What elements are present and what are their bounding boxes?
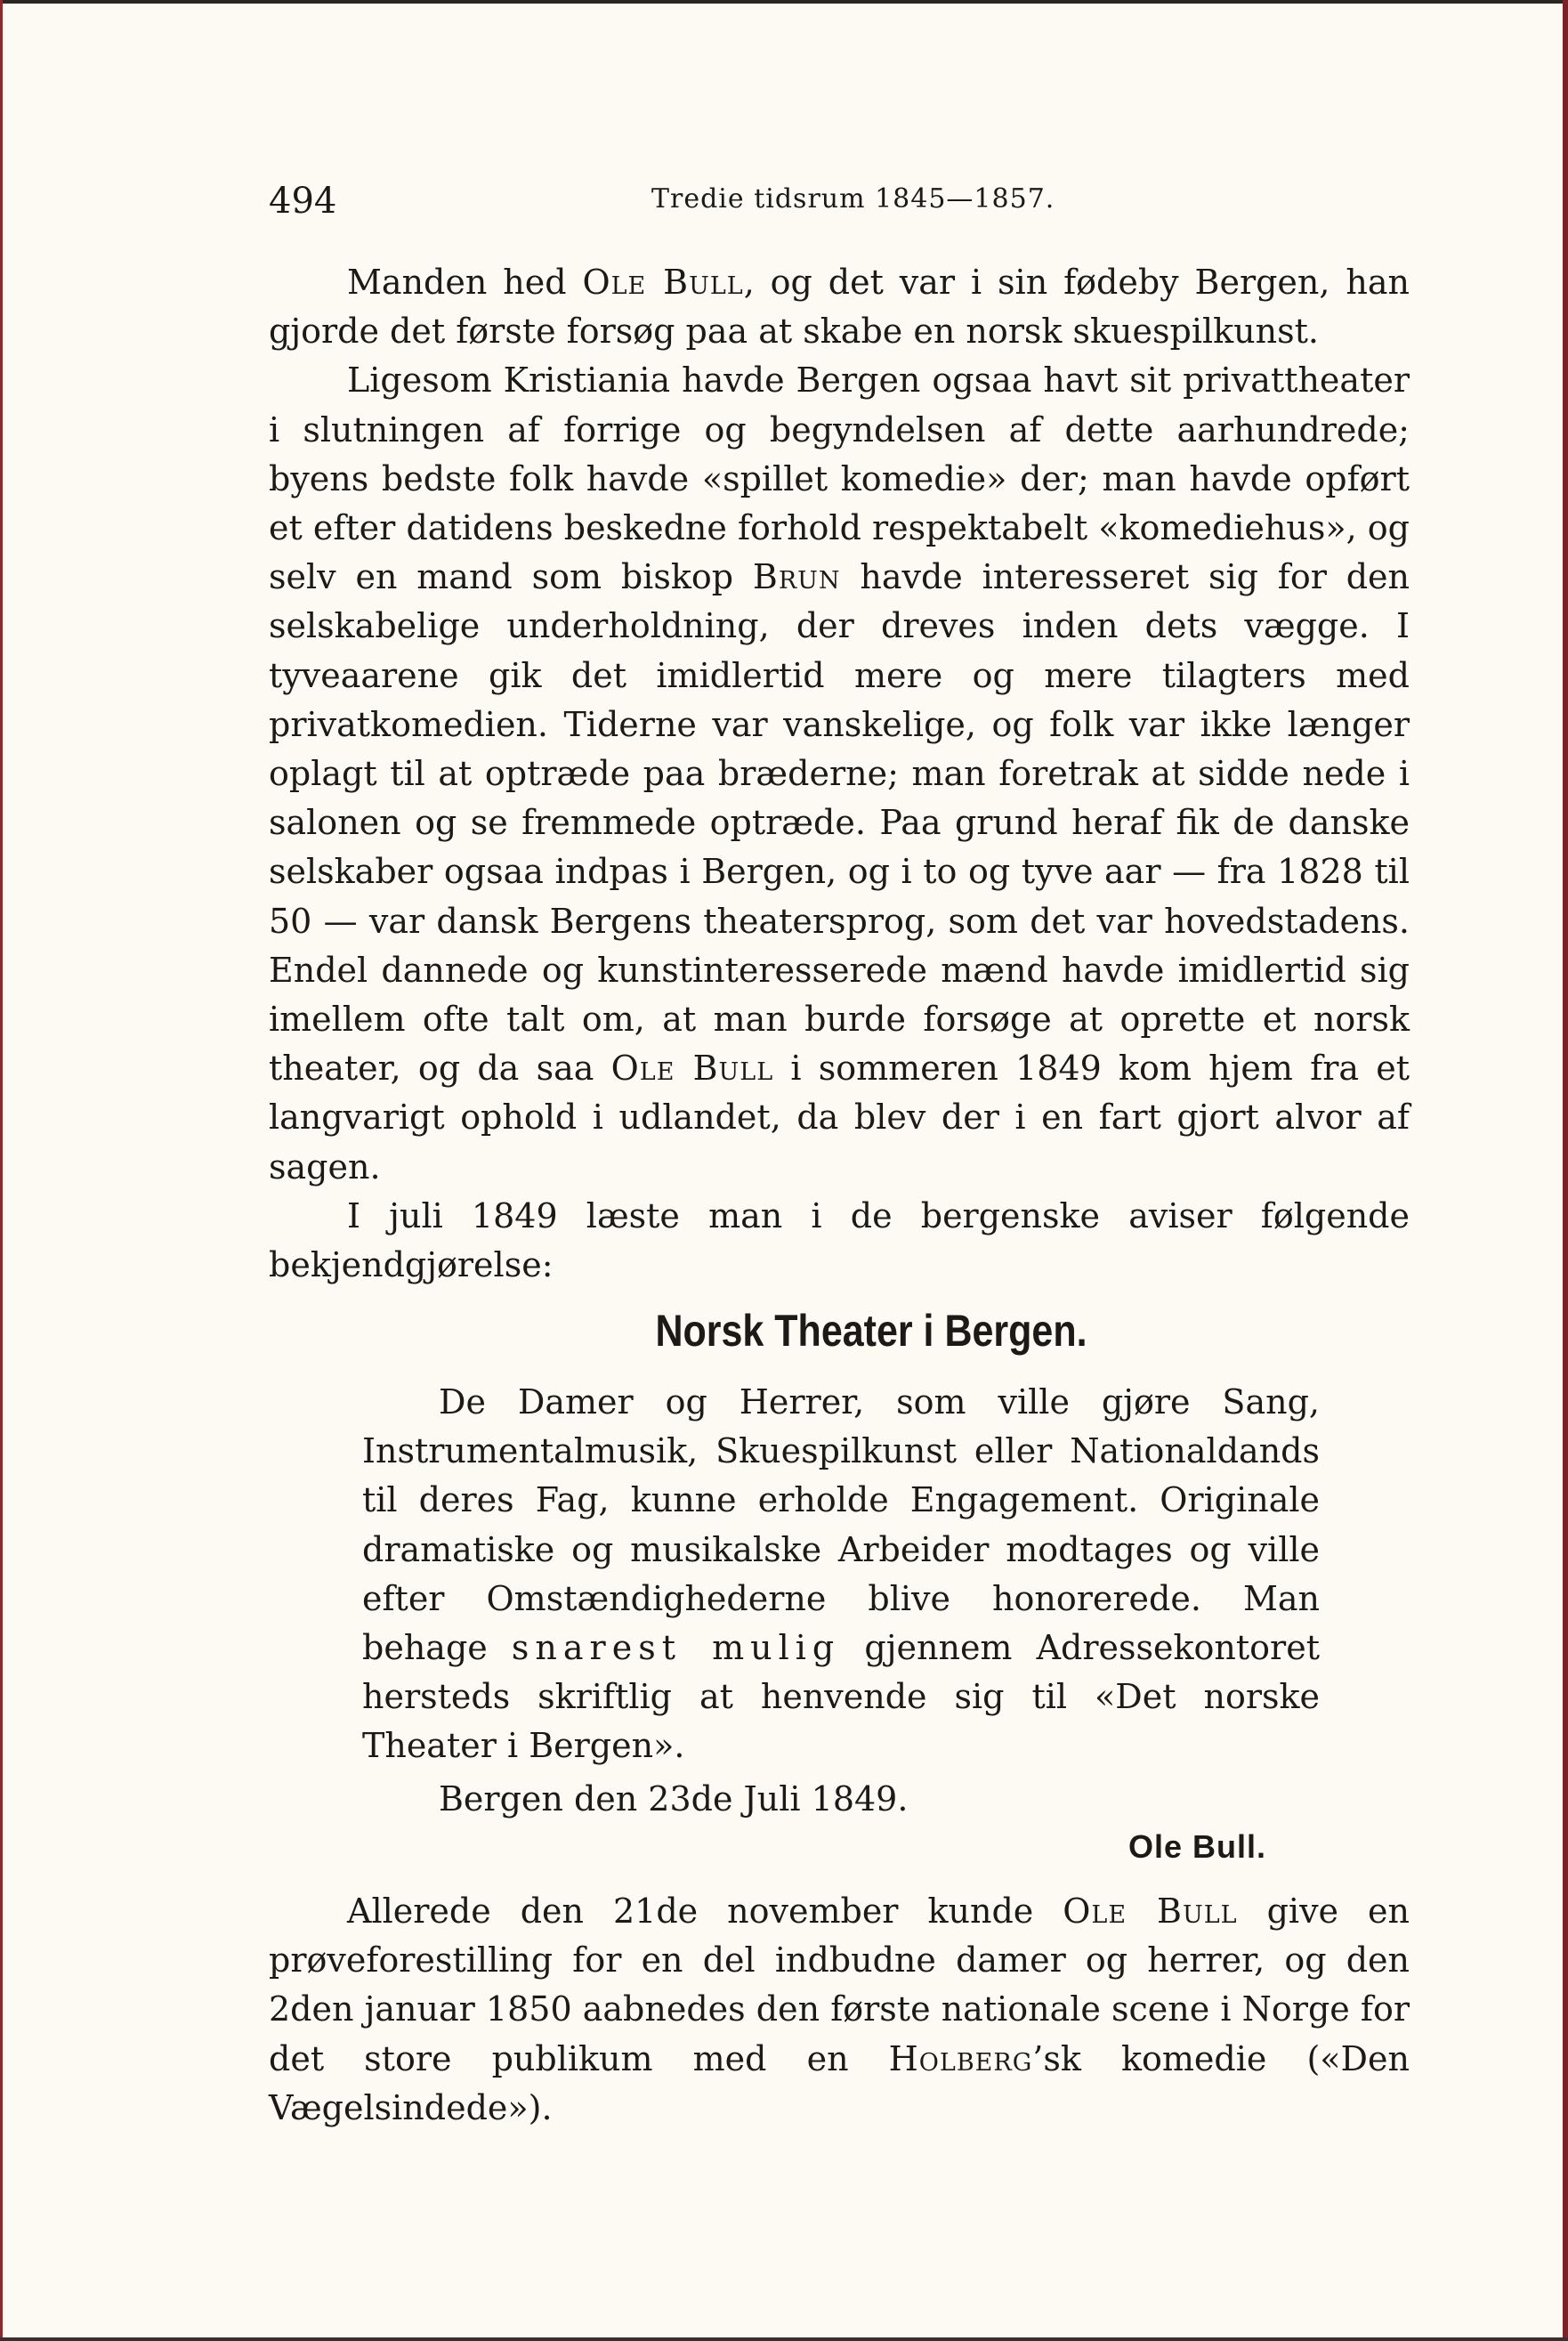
paragraph-3 — [269, 1192, 1410, 1290]
person-name-ole-bull: Ole Bull — [610, 1049, 774, 1089]
notice-title: Norsk Theater i Bergen. — [655, 1306, 1087, 1356]
paragraph-2 — [269, 356, 1410, 1191]
page-edge-top — [0, 0, 1568, 4]
notice-signature: Ole Bull. — [1128, 1827, 1266, 1865]
notice-body — [362, 1378, 1320, 1771]
page-number: 494 — [269, 181, 337, 222]
paragraph-2-text-a: Ligesom Kristiania havde Bergen ogsaa havt sit privattheater i slutningen af forrige og begyndelsen af dette aarhundrede; byens bedste folk havde «spillet komedie» der; man havde opført et efter datidens beskedne forhold respektabelt «komediehus», og selv en mand som biskop — [269, 360, 1410, 597]
paragraph-3-text: I juli 1849 læste man i de bergenske aviser følgende bekjendgjørelse: — [269, 1195, 1410, 1285]
paragraph-1-text-a: Manden hed — [347, 263, 583, 302]
page-edge-left — [0, 0, 3, 2341]
person-name-brun: Brun — [752, 557, 841, 597]
running-title: Tredie tidsrum 1845—1857. — [651, 183, 1055, 215]
person-name-ole-bull: Ole Bull — [1063, 1891, 1238, 1931]
closing-text — [269, 1887, 1410, 2133]
running-head — [269, 178, 1410, 223]
notice-body-text-a: De Damer og Herrer, som ville gjøre Sang, Instrumentalmusik, Skuespilkunst eller Nationaldands til deres Fag, kunne erholde Engagement. Originale dramatiske og musikalske Arbeider modtages og ville efter Omstændighederne blive honorerede. Man behage — [362, 1382, 1320, 1668]
paragraph-1 — [269, 258, 1410, 356]
paragraph-4-text-b: give en prøveforestilling for en del indbudne damer og herrer, og den 2den januar 1850 aabnedes den første nationale scene i Norge for det store publikum med en — [269, 1891, 1410, 2078]
paragraph-1-text-b: , og det var i sin fødeby Bergen, han gjorde det første forsøg paa at skabe en norsk skuespilkunst. — [269, 263, 1410, 352]
notice-body-spaced: snarest mulig — [511, 1628, 841, 1668]
notice-date: Bergen den 23de Juli 1849. — [439, 1778, 909, 1819]
notice-body-text-b: gjennem Adressekontoret hersteds skriftlig at henvende sig til «Det norske Theater i Bergen». — [362, 1628, 1320, 1766]
page-edge-right — [1563, 0, 1568, 2341]
main-text — [269, 258, 1410, 1290]
person-name-ole-bull: Ole Bull — [582, 263, 744, 302]
quoted-notice — [362, 1300, 1320, 1870]
person-name-holberg: Holberg — [888, 2038, 1033, 2078]
paragraph-2-text-c: i sommeren 1849 kom hjem fra et langvarigt ophold i udlandet, da blev der i en fart gjort alvor af sagen. — [269, 1049, 1410, 1187]
page-edge-bottom — [0, 2337, 1568, 2341]
paragraph-4 — [269, 1887, 1410, 2133]
paragraph-4-text-a: Allerede den 21de november kunde — [347, 1891, 1063, 1931]
paragraph-2-text-b: havde interesseret sig for den selskabelige underholdning, der dreves inden dets vægge. I tyveaarene gik det imidlertid mere og mere tilagters med privatkomedien. Tiderne var vanskelige, og folk var ikke længer oplagt til at optræde paa bræderne; man foretrak at sidde nede i salonen og se fremmede optræde. Paa grund heraf fik de danske selskaber ogsaa indpas i Bergen, og i to og tyve aar — fra 1828 til 50 — var dansk Bergens theatersprog, som det var hovedstadens. Endel dannede og kunstinteresserede mænd havde imidlertid sig imellem ofte talt om, at man burde forsøge at oprette et norsk theater, og da saa — [269, 557, 1410, 1089]
paragraph-4-text-c: ’sk komedie («Den Vægelsindede»). — [269, 2038, 1410, 2127]
